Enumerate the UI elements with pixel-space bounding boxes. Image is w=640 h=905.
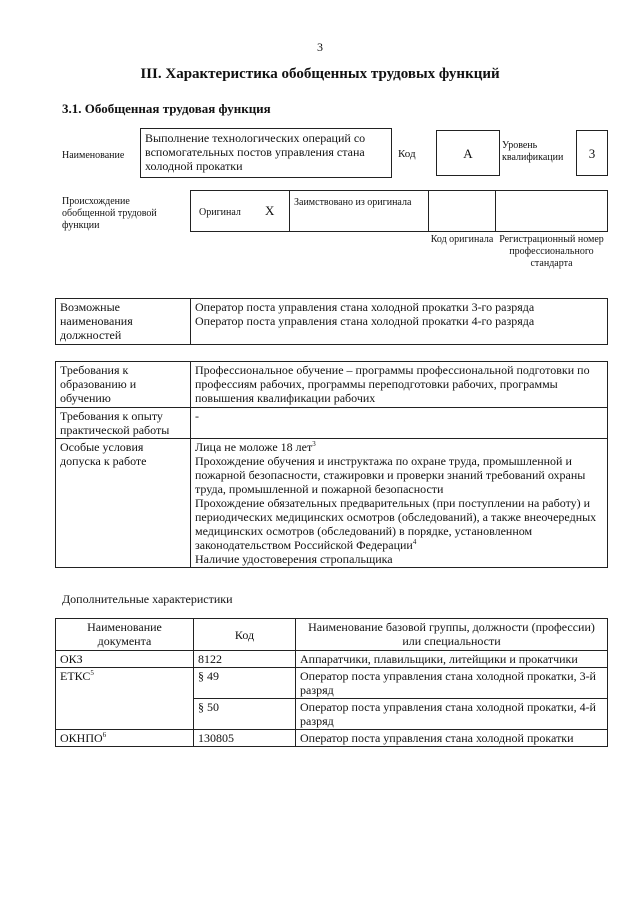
name-label: Наименование <box>62 150 125 161</box>
positions-table <box>55 298 608 345</box>
code-label: Код <box>398 148 416 160</box>
education-value: Профессиональное обучение – программы профессиональной подготовки по профессиям рабочих, программы переподготовки рабочих, программы повышения квалификации рабочих <box>191 362 608 408</box>
reg-number-caption: Регистрационный номер профессионального стандарта <box>499 234 604 269</box>
subsection-title: 3.1. Обобщенная трудовая функция <box>62 101 271 116</box>
etks1-name: Оператор поста управления стана холодной прокатки, 3-й разряд <box>296 668 608 699</box>
experience-value: - <box>191 408 608 439</box>
level-value: 3 <box>576 130 608 176</box>
etks2-code: § 50 <box>194 699 296 730</box>
etks-doc: ЕТКС <box>60 669 91 683</box>
conditions-label: Особые условия допуска к работе <box>56 439 191 568</box>
original-cell <box>190 190 290 232</box>
etks2-name: Оператор поста управления стана холодной прокатки, 4-й разряд <box>296 699 608 730</box>
name-value: Выполнение технологических операций со вспомогательных постов управления стана холодной прокатки <box>140 128 392 178</box>
condition-training: Прохождение обучения и инструктажа по охране труда, промышленной и пожарной безопасности, стажировки и проверки знаний требований охраны труда, промышленной и пожарной безопасности <box>195 454 586 496</box>
footnote-ref: 6 <box>102 731 107 739</box>
okz-doc: ОКЗ <box>56 651 194 668</box>
condition-age: Лица не моложе 18 лет <box>195 440 313 454</box>
condition-medical: Прохождение обязательных предварительных (при поступлении на работу) и периодических медицинских осмотров (обследований), а также внеочередных медицинских осмотров (обследований) в порядке, установленном законодательством Российской Федерации <box>195 496 597 552</box>
oknpo-doc: ОКНПО <box>60 731 103 745</box>
borrowed-label: Заимствовано из оригинала <box>289 190 429 232</box>
footnote-ref: 5 <box>90 669 94 677</box>
position-item: Оператор поста управления стана холодной прокатки 4-го разряда <box>195 314 535 328</box>
additional-table <box>55 618 608 747</box>
conditions-value <box>191 439 608 568</box>
col-code-header: Код <box>194 619 296 651</box>
condition-certificate: Наличие удостоверения стропальщика <box>195 552 393 566</box>
level-label: Уровень квалификации <box>502 140 564 163</box>
okz-name: Аппаратчики, плавильщики, литейщики и прокатчики <box>296 651 608 668</box>
requirements-table <box>55 361 608 568</box>
page-number: 3 <box>317 40 323 54</box>
positions-label: Возможные наименования должностей <box>56 299 191 345</box>
original-label: Оригинал <box>199 207 241 218</box>
education-label: Требования к образованию и обучению <box>56 362 191 408</box>
oknpo-code: 130805 <box>194 730 296 747</box>
table-row <box>56 730 608 747</box>
col-name-header: Наименование базовой группы, должности (профессии) или специальности <box>296 619 608 651</box>
positions-values <box>191 299 608 345</box>
okz-code: 8122 <box>194 651 296 668</box>
footnote-ref: 3 <box>312 440 316 448</box>
experience-label: Требования к опыту практической работы <box>56 408 191 439</box>
col-doc-header: Наименование документа <box>56 619 194 651</box>
footnote-ref: 4 <box>412 538 417 546</box>
etks1-code: § 49 <box>194 668 296 699</box>
code-value: А <box>436 130 500 176</box>
section-title: III. Характеристика обобщенных трудовых функций <box>140 66 500 82</box>
origin-label: Происхождение обобщенной трудовой функции <box>62 196 157 231</box>
oknpo-name: Оператор поста управления стана холодной прокатки <box>296 730 608 747</box>
reg-number-cell <box>495 190 608 232</box>
original-mark: Х <box>265 203 275 218</box>
additional-title: Дополнительные характеристики <box>62 592 233 606</box>
table-row <box>56 668 608 699</box>
code-original-cell <box>428 190 496 232</box>
position-item: Оператор поста управления стана холодной прокатки 3-го разряда <box>195 300 535 314</box>
table-row <box>56 651 608 668</box>
code-original-caption: Код оригинала <box>430 234 494 245</box>
